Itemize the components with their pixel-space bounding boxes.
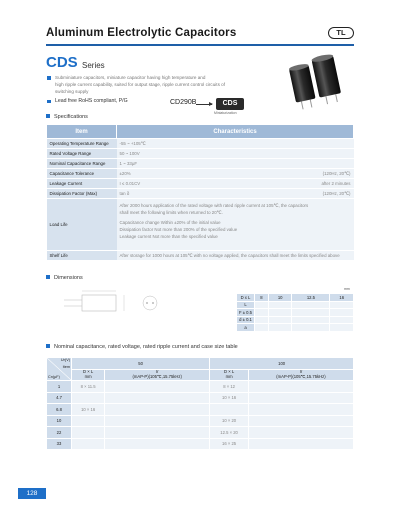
table-row: Capacitance Tolerance ±20% (120Hz, 20℃) [47,169,354,179]
series-code-from: CD290B [170,99,197,106]
table-row: 10 10 × 20 [47,415,354,427]
table-row: 1 8 × 11.5 8 × 12 [47,381,354,393]
voltage-header-100: 100 [210,358,354,370]
dimensions-heading: Dimensions [46,275,83,281]
dimension-drawing [54,287,174,321]
spec-header-characteristics: Characteristics [117,125,354,139]
bullet-square-icon [46,114,50,118]
capacitor-photo [284,52,348,110]
table-row: L [237,301,354,309]
specifications-table [46,124,354,261]
table-row: Leakage Current I ≤ 0.01CV after 2 minutes [47,179,354,189]
series-label: Series [82,61,105,70]
table-row: Rated Voltage Range 50 ~ 100V [47,149,354,159]
series-name: CDS [46,54,78,71]
table-row: D x L 8 10 12.5 16 [237,294,354,302]
feature-item: Subminiature capacitors, miniature capacitor having high temperature and high ripple current capability, suited for output stage, ripple current control circuits of switching supply [46,74,286,96]
table-row: Load Life After 2000 hours application of the rated voltage with rated ripple current at 105℃, the capacitors shall meet the following limits when returned to 20℃. Capacitance change Within ±20% of the initial value Dissipation factor Not more than 200% of the specified value Leakage current Not more than the specified value [47,199,354,251]
rated-ripple-table [46,357,354,450]
table-row [47,358,354,370]
page-header [46,26,354,42]
table-row: 4.7 10 × 16 [47,392,354,404]
table-corner: Ur(V) Item Cn(μF) [48,358,70,379]
specifications-heading: Specifications [46,114,88,120]
series-code-to: CDS [216,98,244,110]
table-row: 33 16 × 25 [47,438,354,450]
rated-table-heading: Nominal capacitance, rated voltage, rated ripple current and case size table [46,344,238,350]
table-row: Nominal Capacitance Range 1 ~ 33μF [47,159,354,169]
table-row: a [237,324,354,332]
feature-list [46,74,286,106]
table-row: d ± 0.1 [237,316,354,324]
page-number: 128 [18,488,46,499]
table-row: D × L mm Ir (mAP-P)(105℃,15.75kHz) D × L mm Ir (mAP-P)(105℃,15.75kHz) [47,369,354,381]
unit-label: mm [344,287,350,291]
bullet-square-icon [46,344,50,348]
brand-logo: TL [328,27,354,39]
bullet-square-icon [47,100,51,104]
series-code-note: Miniaturization [214,111,237,115]
feature-item: Lead free RoHS compliant, P/G [46,98,286,105]
table-row: Dissipation Factor (Max) tan δ (120Hz, 20℃) [47,189,354,199]
bullet-square-icon [47,76,51,80]
table-row: 22 12.5 × 20 [47,427,354,439]
spec-header-item: Item [47,125,117,139]
table-row: Operating Temperature Range -55 ~ +105℃ [47,139,354,149]
bullet-square-icon [46,275,50,279]
dimensions-table [236,293,354,332]
voltage-header-50: 50 [72,358,210,370]
table-row: F ± 0.5 [237,309,354,317]
table-row: Shelf Life After storage for 1000 hours at 105℃ with no voltage applied, the capacitors shall meet the limits specified above [47,251,354,261]
arrow-right-icon [196,104,212,105]
page-title: Aluminum Electrolytic Capacitors [46,27,237,39]
table-row: 6.8 10 × 16 [47,404,354,416]
header-rule [46,44,354,46]
